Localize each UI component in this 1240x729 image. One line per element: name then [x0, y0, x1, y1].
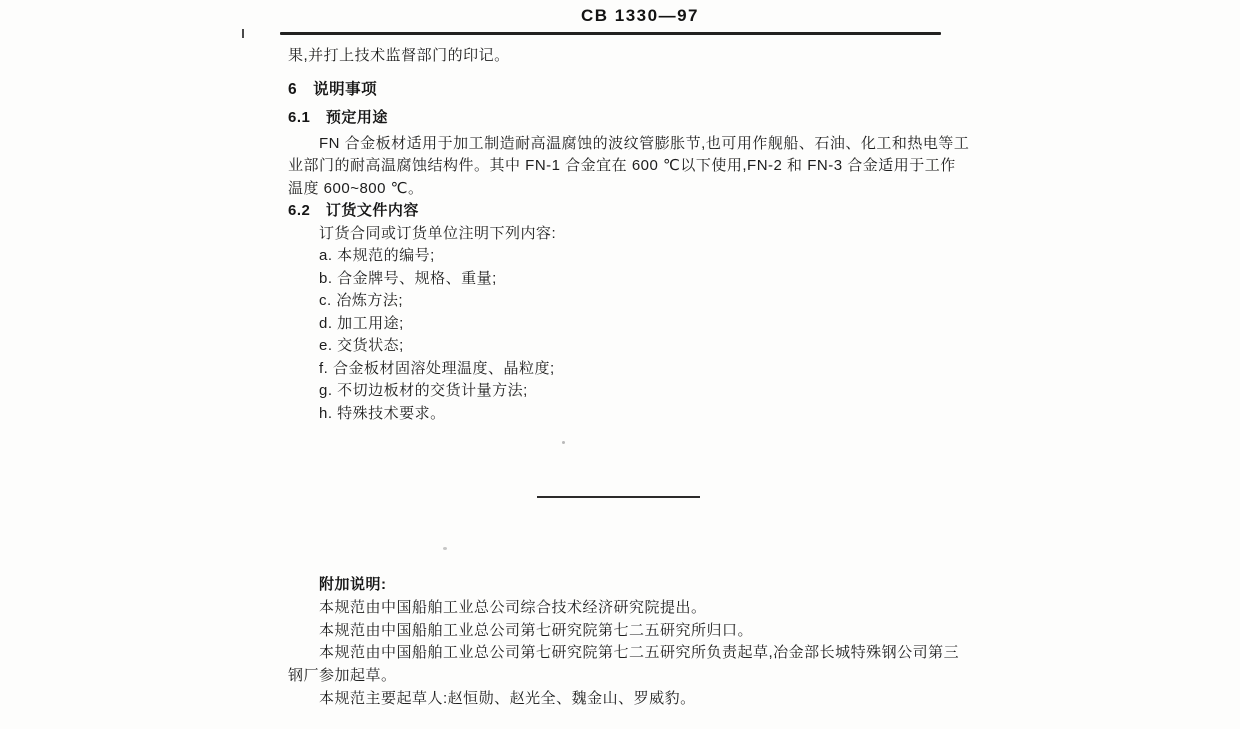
doc-number: CB 1330—97 [580, 6, 699, 25]
appendix-line: 本规范由中国船舶工业总公司第七研究院第七二五研究所负责起草,冶金部长城特殊钢公司第三 [319, 644, 960, 662]
paragraph-line: 业部门的耐高温腐蚀结构件。其中 FN-1 合金宜在 600 ℃以下使用,FN-2 和 FN-3 合金适用于工作 [288, 157, 956, 174]
appendix-line: 本规范由中国船舶工业总公司综合技术经济研究院提出。 [319, 598, 707, 616]
appendix-block [288, 574, 968, 711]
paragraph-line: 温度 600~800 ℃。 [288, 179, 424, 197]
scan-artifact-tick [242, 29, 244, 38]
scan-speck [443, 547, 447, 550]
list-item: a. 本规范的编号; [319, 247, 435, 264]
list-item: g. 不切边板材的交货计量方法; [319, 382, 528, 399]
body-content [288, 45, 970, 425]
section-divider [537, 496, 700, 498]
list-item: h. 特殊技术要求。 [319, 404, 446, 422]
carryover-paragraph-line: 果,并打上技术监督部门的印记。 [288, 47, 510, 64]
section-6-1-heading: 6.1 预定用途 [288, 109, 388, 126]
list-item: e. 交货状态; [319, 337, 404, 354]
order-contents-lead: 订货合同或订货单位注明下列内容: [319, 224, 557, 242]
list-item: b. 合金牌号、规格、重量; [319, 269, 497, 287]
section-6-1-paragraph [288, 133, 970, 201]
appendix-line: 钢厂参加起草。 [288, 667, 397, 685]
list-item: d. 加工用途; [319, 314, 404, 332]
section-6-2-heading: 6.2 订货文件内容 [288, 202, 419, 219]
paragraph-line: FN 合金板材适用于加工制造耐高温腐蚀的波纹管膨胀节,也可用作舰船、石油、化工和热电等工 [319, 134, 970, 152]
appendix-line: 本规范主要起草人:赵恒勋、赵光全、魏金山、罗威豹。 [319, 689, 696, 707]
appendix-line: 本规范由中国船舶工业总公司第七研究院第七二五研究所归口。 [319, 621, 754, 639]
appendix-heading: 附加说明: [319, 576, 387, 593]
header-rule [280, 32, 941, 35]
list-item: f. 合金板材固溶处理温度、晶粒度; [319, 359, 555, 377]
scan-speck [562, 441, 565, 444]
section-6-heading: 6 说明事项 [288, 80, 378, 98]
list-item: c. 冶炼方法; [319, 292, 404, 309]
order-contents-list [288, 245, 950, 425]
